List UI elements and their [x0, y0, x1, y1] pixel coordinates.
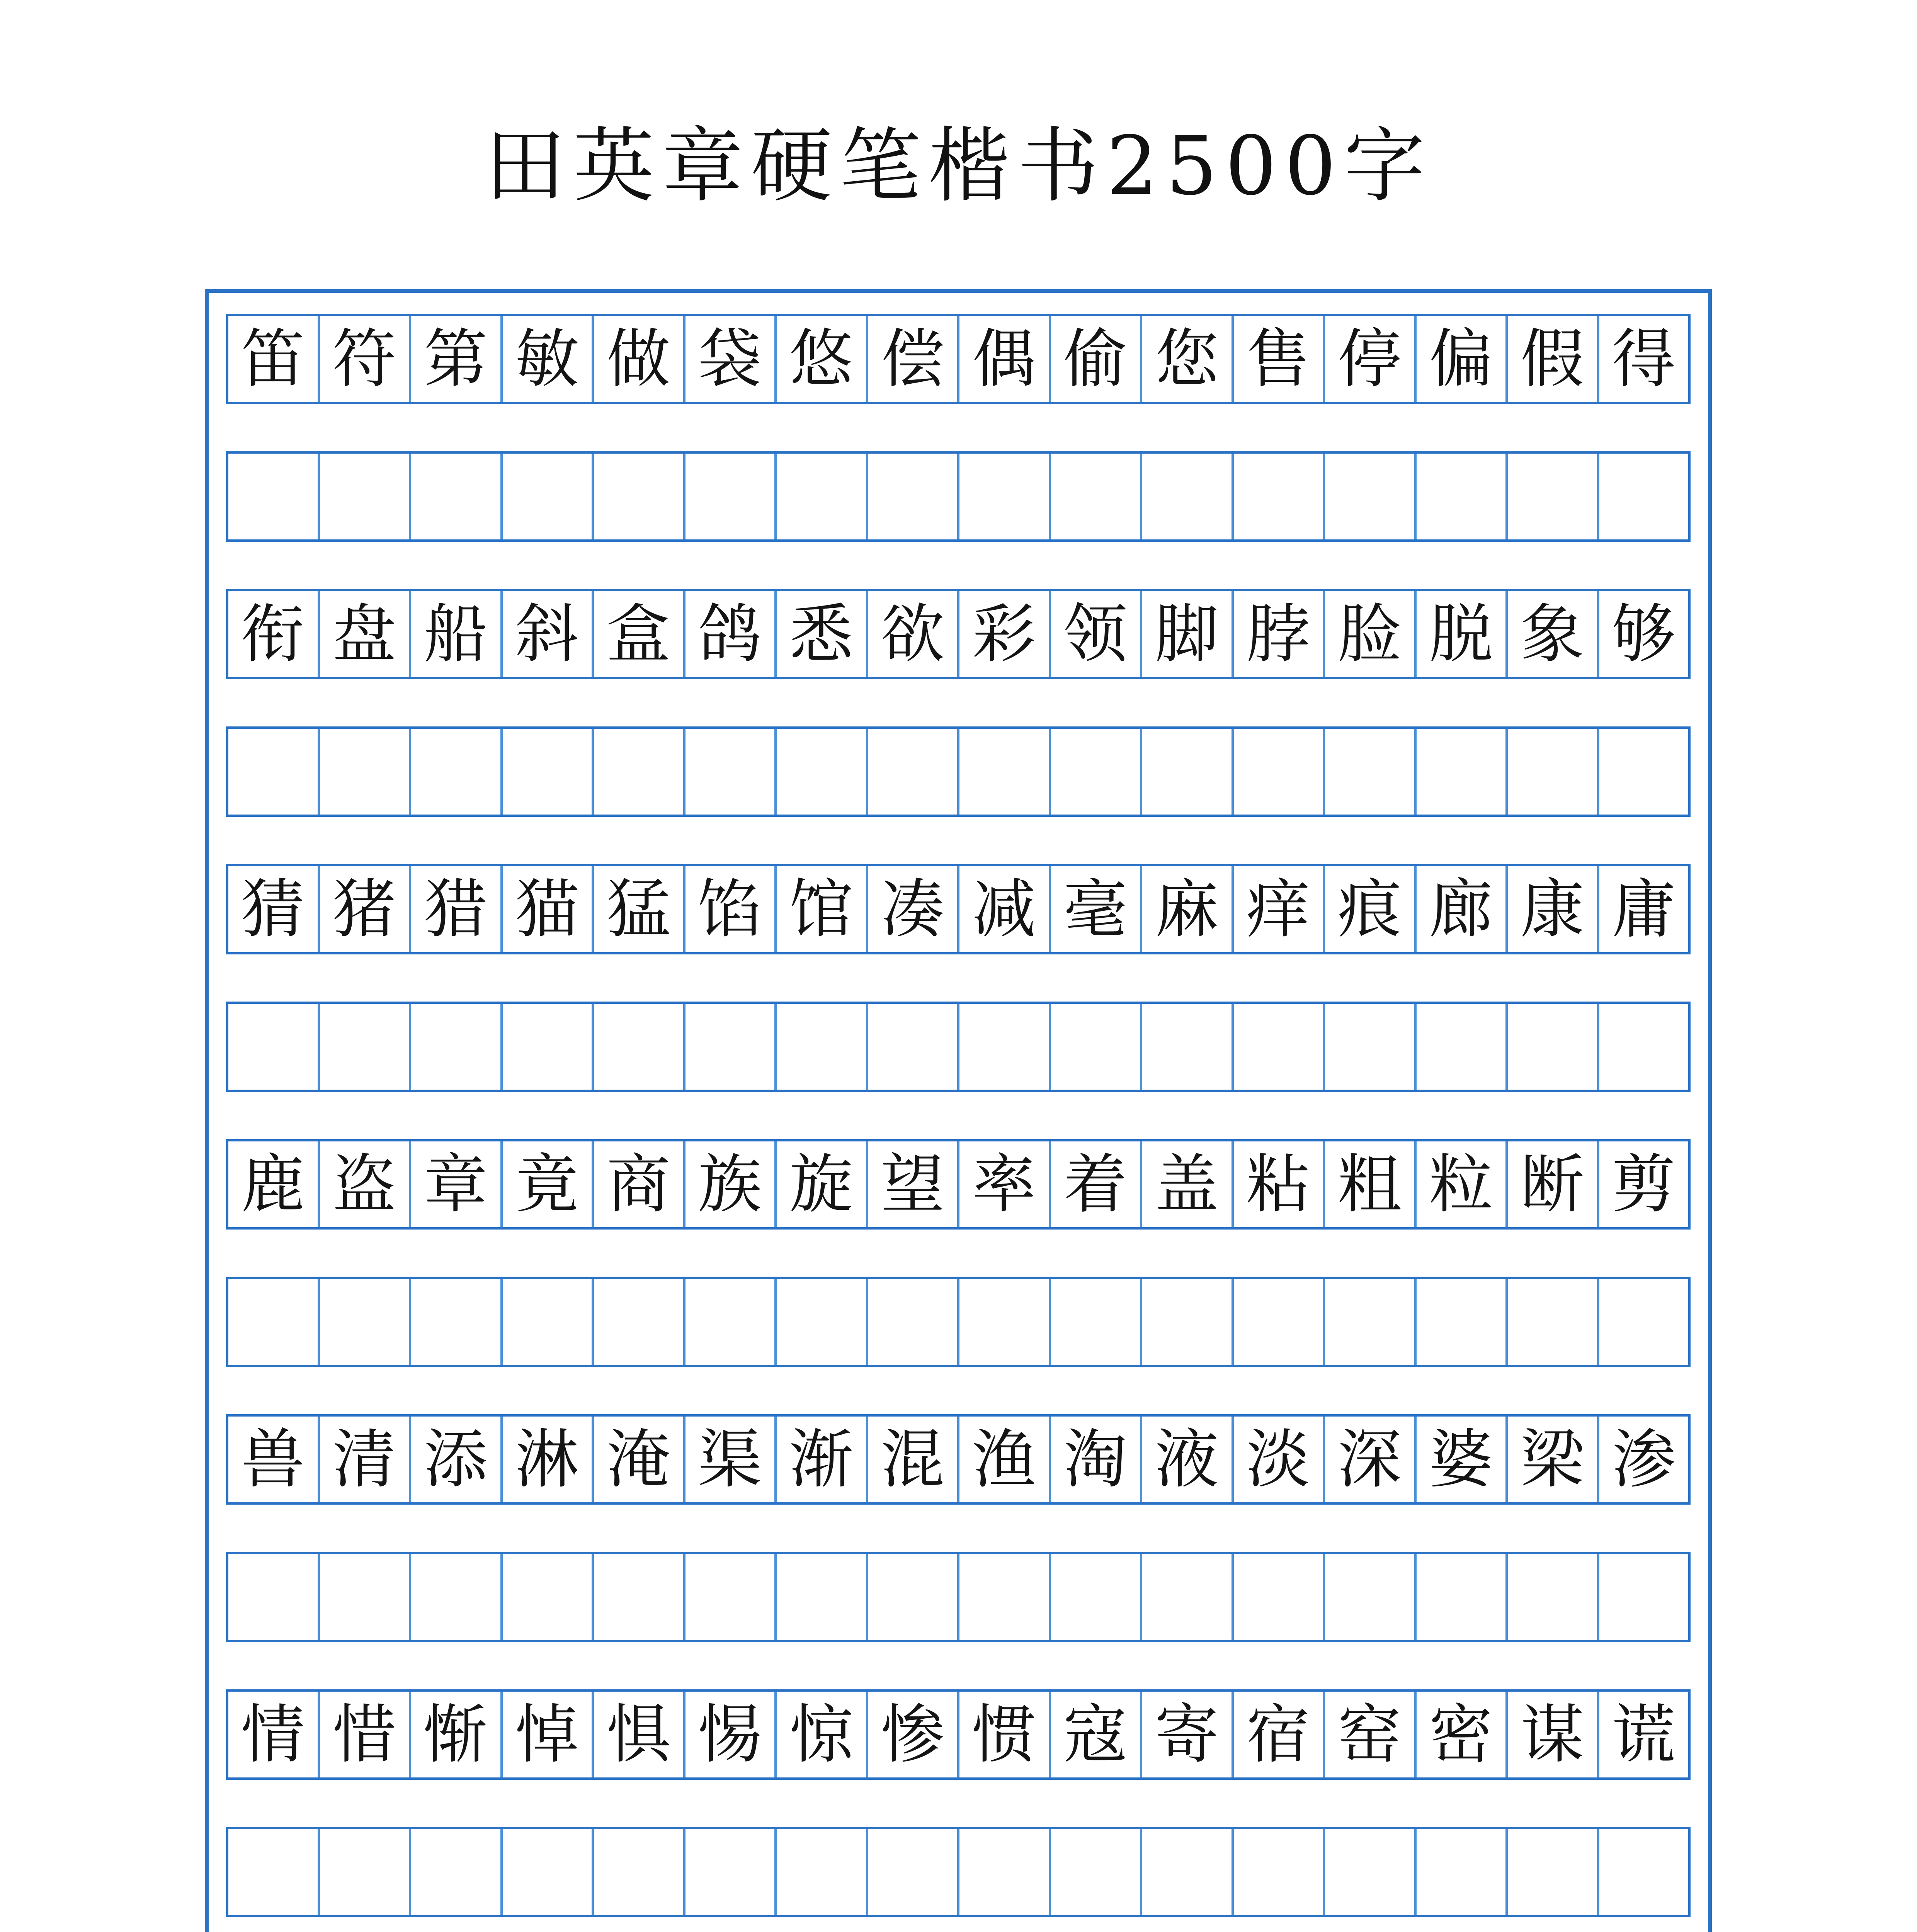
practice-cell[interactable] — [1597, 1279, 1689, 1365]
practice-cell[interactable] — [683, 454, 775, 539]
practice-cell[interactable] — [500, 1004, 592, 1090]
character-cell: 笛 — [241, 321, 305, 396]
character-cell: 敏 — [500, 316, 592, 402]
character-cell: 谋 — [1505, 1692, 1597, 1777]
practice-cell[interactable] — [1232, 1004, 1323, 1090]
practice-cell[interactable] — [1505, 1554, 1597, 1640]
character-cell: 混 — [866, 1417, 958, 1502]
character-cell: 兽 — [241, 1422, 305, 1497]
character-cell: 鹿 — [241, 1147, 305, 1221]
character-cell: 痕 — [1323, 866, 1414, 952]
character-cell: 凑 — [866, 866, 958, 952]
character-row — [226, 1689, 1691, 1780]
character-cell: 售 — [1232, 316, 1323, 402]
character-cell: 假 — [1505, 316, 1597, 402]
character-cell: 庸 — [1597, 866, 1689, 952]
practice-cell[interactable] — [1232, 1279, 1323, 1365]
practice-cell[interactable] — [592, 1279, 683, 1365]
character-cell: 偶 — [957, 316, 1049, 402]
character-cell: 脸 — [1323, 591, 1414, 677]
character-cell: 液 — [1140, 1417, 1232, 1502]
character-row — [226, 1139, 1691, 1230]
character-cell: 族 — [683, 1141, 775, 1227]
character-cell: 率 — [957, 1141, 1049, 1227]
practice-cell[interactable] — [1597, 1554, 1689, 1640]
practice-cell[interactable] — [318, 1279, 409, 1365]
practice-cell[interactable] — [318, 454, 409, 539]
practice-cell[interactable] — [774, 1004, 866, 1090]
character-cell: 窑 — [1323, 1692, 1414, 1777]
character-row — [226, 589, 1691, 679]
character-cell: 梁 — [1505, 1417, 1597, 1502]
practice-cell[interactable] — [500, 1279, 592, 1365]
practice-cell[interactable] — [1323, 454, 1414, 539]
practice-cell[interactable] — [774, 454, 866, 539]
practice-cell[interactable] — [683, 729, 775, 815]
practice-cell[interactable] — [1323, 1004, 1414, 1090]
practice-cell[interactable] — [957, 1829, 1049, 1915]
character-cell: 脖 — [1232, 591, 1323, 677]
practice-cell[interactable] — [318, 1554, 409, 1640]
practice-cell[interactable] — [1414, 1829, 1506, 1915]
practice-cell[interactable] — [866, 1829, 958, 1915]
character-cell: 盘 — [318, 591, 409, 677]
character-cell: 毫 — [1049, 866, 1140, 952]
practice-row — [226, 1827, 1691, 1917]
character-cell: 盒 — [592, 591, 683, 677]
character-cell: 渠 — [683, 1417, 775, 1502]
practice-cell[interactable] — [774, 729, 866, 815]
character-cell: 衔 — [241, 597, 305, 671]
character-cell: 够 — [1597, 591, 1689, 677]
practice-cell[interactable] — [409, 1279, 500, 1365]
character-cell: 惯 — [957, 1692, 1049, 1777]
character-cell: 领 — [1049, 591, 1140, 677]
practice-cell[interactable] — [1414, 1004, 1506, 1090]
character-cell: 偿 — [866, 316, 958, 402]
character-cell: 做 — [592, 316, 683, 402]
practice-cell[interactable] — [1232, 729, 1323, 815]
character-cell: 廊 — [1414, 866, 1506, 952]
character-cell: 章 — [409, 1141, 500, 1227]
page-title: 田英章硬笔楷书2500字 — [484, 119, 1433, 213]
practice-cell[interactable] — [592, 729, 683, 815]
practice-cell[interactable] — [409, 1004, 500, 1090]
practice-cell[interactable] — [1414, 1279, 1506, 1365]
character-cell: 剪 — [1597, 1141, 1689, 1227]
practice-cell[interactable] — [1505, 1279, 1597, 1365]
practice-cell[interactable] — [1049, 1004, 1140, 1090]
character-cell: 惕 — [683, 1692, 775, 1777]
practice-cell[interactable] — [866, 1004, 958, 1090]
practice-cell[interactable] — [774, 1279, 866, 1365]
practice-cell[interactable] — [1323, 1279, 1414, 1365]
practice-cell[interactable] — [1597, 454, 1689, 539]
character-cell: 猜 — [241, 872, 305, 946]
practice-cell[interactable] — [1140, 1829, 1232, 1915]
character-cell: 谎 — [1597, 1692, 1689, 1777]
character-cell: 您 — [1140, 316, 1232, 402]
practice-cell[interactable] — [1597, 1829, 1689, 1915]
character-cell: 停 — [1323, 316, 1414, 402]
character-cell: 旋 — [774, 1141, 866, 1227]
practice-cell[interactable] — [500, 729, 592, 815]
practice-cell[interactable] — [957, 1004, 1049, 1090]
practice-cell[interactable] — [500, 1829, 592, 1915]
practice-cell[interactable] — [1414, 1554, 1506, 1640]
practice-cell[interactable] — [866, 454, 958, 539]
character-cell: 粗 — [1323, 1141, 1414, 1227]
practice-cell[interactable] — [1505, 454, 1597, 539]
practice-cell[interactable] — [774, 1554, 866, 1640]
character-cell: 惨 — [866, 1692, 958, 1777]
practice-row — [226, 726, 1691, 817]
character-cell: 惧 — [592, 1692, 683, 1777]
character-cell: 悉 — [774, 591, 866, 677]
character-cell: 猫 — [500, 866, 592, 952]
practice-cell[interactable] — [318, 1004, 409, 1090]
character-cell: 寇 — [1049, 1692, 1140, 1777]
practice-cell[interactable] — [866, 1279, 958, 1365]
character-cell: 断 — [1505, 1141, 1597, 1227]
practice-cell[interactable] — [1140, 1004, 1232, 1090]
practice-cell[interactable] — [683, 1829, 775, 1915]
practice-cell[interactable] — [409, 454, 500, 539]
character-cell: 脱 — [1414, 591, 1506, 677]
practice-cell[interactable] — [1232, 1829, 1323, 1915]
practice-cell[interactable] — [409, 729, 500, 815]
character-cell: 寄 — [1140, 1692, 1232, 1777]
character-cell: 深 — [1323, 1417, 1414, 1502]
character-cell: 彩 — [957, 591, 1049, 677]
practice-cell[interactable] — [1323, 1829, 1414, 1915]
character-cell: 悠 — [774, 316, 866, 402]
practice-cell[interactable] — [592, 1554, 683, 1640]
practice-cell[interactable] — [1505, 729, 1597, 815]
character-cell: 淋 — [500, 1417, 592, 1502]
character-cell: 馅 — [683, 866, 775, 952]
character-cell: 渗 — [1597, 1417, 1689, 1502]
character-cell: 盗 — [318, 1141, 409, 1227]
character-cell: 偏 — [1414, 316, 1506, 402]
character-cell: 减 — [957, 866, 1049, 952]
character-cell: 麻 — [1140, 866, 1232, 952]
practice-cell[interactable] — [592, 1004, 683, 1090]
character-cell: 盖 — [1140, 1141, 1232, 1227]
character-cell: 猎 — [409, 866, 500, 952]
character-cell: 斜 — [500, 591, 592, 677]
practice-row — [226, 1277, 1691, 1367]
character-cell: 婆 — [1414, 1417, 1506, 1502]
practice-cell[interactable] — [592, 1829, 683, 1915]
character-cell: 袋 — [683, 316, 775, 402]
practice-cell[interactable] — [683, 1279, 775, 1365]
practice-cell[interactable] — [1049, 1554, 1140, 1640]
practice-cell[interactable] — [228, 729, 318, 815]
character-cell: 粒 — [1414, 1141, 1506, 1227]
character-cell: 淡 — [1232, 1417, 1323, 1502]
character-cell: 馆 — [774, 866, 866, 952]
practice-cell[interactable] — [228, 454, 318, 539]
character-row — [226, 1414, 1691, 1505]
practice-cell[interactable] — [409, 1554, 500, 1640]
character-cell: 清 — [318, 1417, 409, 1502]
practice-cell[interactable] — [1505, 1004, 1597, 1090]
practice-cell[interactable] — [1323, 729, 1414, 815]
character-cell: 商 — [592, 1141, 683, 1227]
practice-cell[interactable] — [957, 729, 1049, 815]
practice-cell[interactable] — [409, 1829, 500, 1915]
character-row — [226, 864, 1691, 954]
practice-row — [226, 1552, 1691, 1642]
character-cell: 情 — [241, 1697, 305, 1772]
practice-cell[interactable] — [1049, 729, 1140, 815]
practice-cell[interactable] — [683, 1004, 775, 1090]
character-cell: 着 — [1049, 1141, 1140, 1227]
practice-cell[interactable] — [1140, 729, 1232, 815]
practice-cell[interactable] — [318, 729, 409, 815]
character-cell: 偷 — [1049, 316, 1140, 402]
character-cell: 惜 — [318, 1692, 409, 1777]
practice-cell[interactable] — [1414, 454, 1506, 539]
practice-cell[interactable] — [1232, 454, 1323, 539]
practice-cell[interactable] — [957, 454, 1049, 539]
character-cell: 悼 — [500, 1692, 592, 1777]
character-cell: 猛 — [592, 866, 683, 952]
practice-cell[interactable] — [866, 1554, 958, 1640]
character-cell: 渔 — [957, 1417, 1049, 1502]
character-cell: 康 — [1505, 866, 1597, 952]
practice-cell[interactable] — [228, 1279, 318, 1365]
character-cell: 得 — [1597, 316, 1689, 402]
practice-cell[interactable] — [1232, 1554, 1323, 1640]
character-cell: 望 — [866, 1141, 958, 1227]
practice-cell[interactable] — [957, 1554, 1049, 1640]
practice-cell[interactable] — [228, 1004, 318, 1090]
character-cell: 猪 — [318, 866, 409, 952]
practice-cell[interactable] — [500, 1554, 592, 1640]
character-cell: 象 — [1505, 591, 1597, 677]
practice-cell[interactable] — [1140, 454, 1232, 539]
practice-cell[interactable] — [957, 1279, 1049, 1365]
character-row — [226, 314, 1691, 404]
character-cell: 鸽 — [683, 591, 775, 677]
character-cell: 脚 — [1140, 591, 1232, 677]
practice-cell[interactable] — [1140, 1554, 1232, 1640]
practice-cell[interactable] — [500, 454, 592, 539]
character-cell: 竟 — [500, 1141, 592, 1227]
character-cell: 船 — [409, 591, 500, 677]
practice-cell[interactable] — [1140, 1279, 1232, 1365]
practice-cell[interactable] — [866, 729, 958, 815]
practice-cell[interactable] — [1505, 1829, 1597, 1915]
practice-cell[interactable] — [1049, 1279, 1140, 1365]
character-cell: 符 — [318, 316, 409, 402]
practice-row — [226, 451, 1691, 542]
practice-cell[interactable] — [228, 1829, 318, 1915]
practice-cell[interactable] — [228, 1554, 318, 1640]
character-cell: 淹 — [592, 1417, 683, 1502]
character-cell: 宿 — [1232, 1692, 1323, 1777]
character-cell: 第 — [409, 316, 500, 402]
character-cell: 惊 — [774, 1692, 866, 1777]
practice-cell[interactable] — [1323, 1554, 1414, 1640]
practice-row — [226, 1002, 1691, 1092]
practice-cell[interactable] — [1414, 729, 1506, 815]
practice-cell[interactable] — [318, 1829, 409, 1915]
practice-cell[interactable] — [1049, 454, 1140, 539]
character-cell: 密 — [1414, 1692, 1506, 1777]
practice-cell[interactable] — [1597, 1004, 1689, 1090]
character-cell: 淘 — [1049, 1417, 1140, 1502]
practice-cell[interactable] — [683, 1554, 775, 1640]
character-cell: 欲 — [866, 591, 958, 677]
character-cell: 添 — [409, 1417, 500, 1502]
character-cell: 惭 — [409, 1692, 500, 1777]
practice-cell[interactable] — [1597, 729, 1689, 815]
practice-cell[interactable] — [1049, 1829, 1140, 1915]
character-cell: 粘 — [1232, 1141, 1323, 1227]
practice-cell[interactable] — [592, 454, 683, 539]
character-cell: 痒 — [1232, 866, 1323, 952]
practice-cell[interactable] — [774, 1829, 866, 1915]
character-cell: 渐 — [774, 1417, 866, 1502]
